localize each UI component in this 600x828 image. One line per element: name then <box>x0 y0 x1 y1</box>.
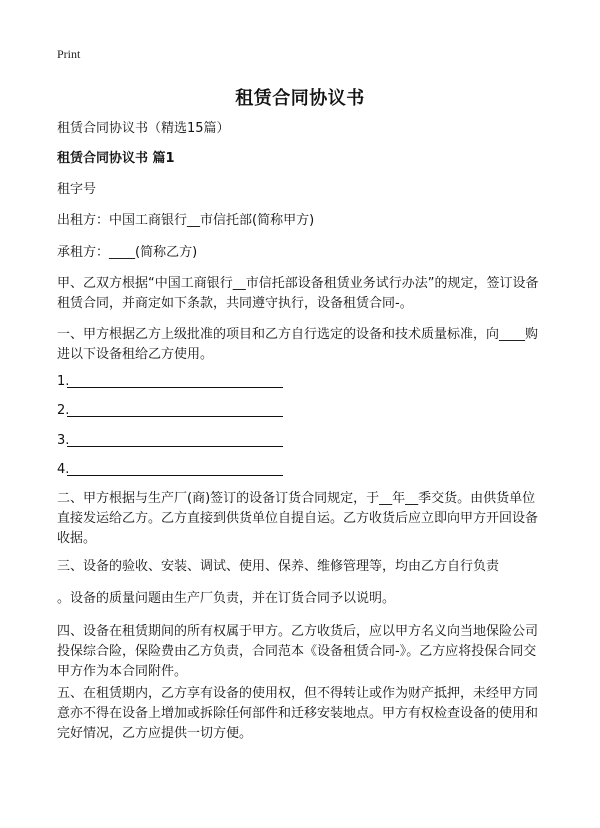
lease-number-label: 租字号 <box>57 182 97 197</box>
section-heading: 租赁合同协议书 篇1 <box>57 151 175 166</box>
paragraph-1: 一、甲方根据乙方上级批准的项目和乙方自行选定的设备和技术质量标准，向____购进以下设备租给乙方使用。 <box>57 327 539 362</box>
document-title: 租赁合同协议书 <box>235 88 365 109</box>
lessor-line: 出租方：中国工商银行__市信托部(简称甲方) <box>57 213 315 228</box>
blank-item-number: 2. <box>57 403 70 418</box>
paragraph-intro: 甲、乙双方根据“中国工商银行__市信托部设备租赁业务试行办法”的规定，签订设备租赁合同，并商定如下条款，共同遵守执行，设备租赁合同-。 <box>57 276 539 311</box>
print-label[interactable]: Print <box>57 47 81 61</box>
blank-item-number: 1. <box>57 374 70 389</box>
blank-item-1 <box>57 372 287 392</box>
paragraph-2: 二、甲方根据与生产厂(商)签订的设备订货合同规定，于__年__季交货。由供货单位直接发运给乙方。乙方直接到供货单位自提自运。乙方收货后应立即向甲方开回设备收据。 <box>57 491 539 546</box>
paragraph-3-part-1: 三、设备的验收、安装、调试、使用、保养、维修管理等，均由乙方自行负责 <box>57 559 500 574</box>
blank-item-number: 3. <box>57 433 70 448</box>
blank-rule <box>67 416 283 417</box>
blank-rule <box>67 387 283 388</box>
paragraph-5: 五、在租赁期内，乙方享有设备的使用权，但不得转让或作为财产抵押，未经甲方同意亦不得在设备上增加或拆除任何部件和迁移安装地点。甲方有权检查设备的使用和完好情况，乙方应提供一切方便。 <box>57 686 539 741</box>
paragraph-4: 四、设备在租赁期间的所有权属于甲方。乙方收货后，应以甲方名义向当地保险公司投保综合险，保险费由乙方负责，合同范本《设备租赁合同-》。乙方应将投保合同交甲方作为本合同附件。 <box>57 624 539 679</box>
paragraph-3-part-2: 。设备的质量问题由生产厂负责，并在订货合同予以说明。 <box>57 591 396 606</box>
blank-item-4 <box>57 460 287 480</box>
lessee-line: 承租方：____(简称乙方) <box>57 245 198 260</box>
blank-item-2 <box>57 401 287 421</box>
blank-item-3 <box>57 431 287 451</box>
blank-rule <box>67 446 283 447</box>
blank-rule <box>67 475 283 476</box>
document-subtitle: 租赁合同协议书（精选15篇） <box>57 121 230 136</box>
blank-item-number: 4. <box>57 462 70 477</box>
